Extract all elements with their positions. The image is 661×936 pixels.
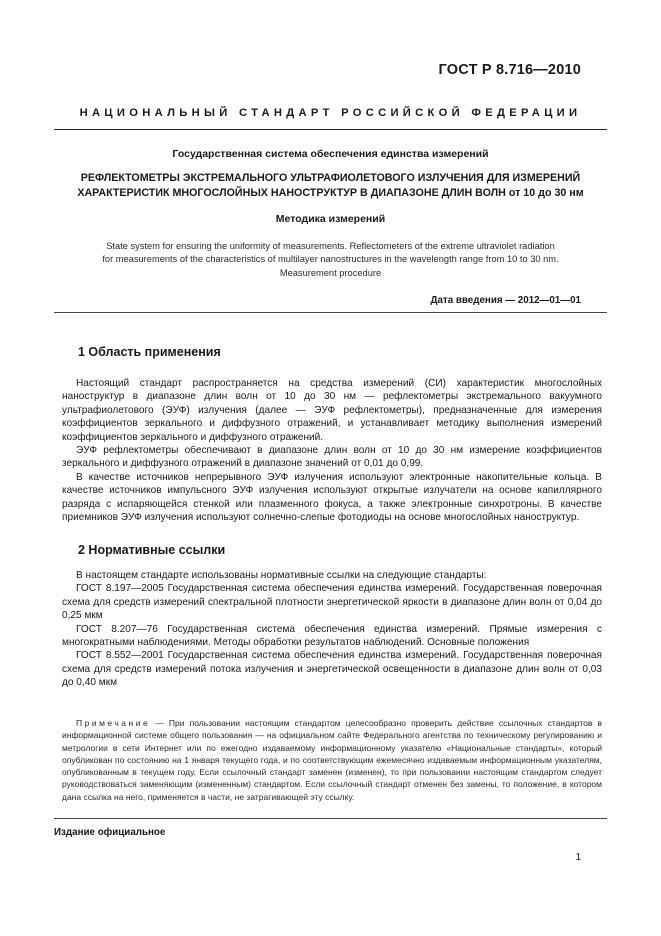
main-title-line-1: РЕФЛЕКТОМЕТРЫ ЭКСТРЕМАЛЬНОГО УЛЬТРАФИОЛЕТОВОГО ИЗЛУЧЕНИЯ ДЛЯ ИЗМЕРЕНИЙ (80, 172, 581, 184)
middle-divider (54, 312, 607, 313)
section-2-heading: 2 Нормативные ссылки (78, 543, 226, 557)
official-edition-label: Издание официальное (54, 827, 166, 838)
section-2-body (62, 569, 602, 690)
english-title-line-2: for measurements of the characteristics of multilayer nanostructures in the wavelength range from 10 to 30 nm. (102, 254, 559, 265)
section-1-body (62, 377, 602, 524)
note-text: — При пользовании настоящим стандартом целесообразно проверить действие ссылочных стандартов в информационной системе общего пользования — на официальном сайте Федерального агентства по техническому регулированию и метрологии в сети Интернет или по ежегодно издаваемому информационному указателю «Национальные стандарты», который опубликован по состоянию на 1 января текущего года, и по соответствующим ежемесячно издаваемым информационным указателям, опубликованным в текущем году. Если ссылочный стандарт заменен (изменен), то при пользовании настоящим стандартом следует руководствоваться заменяющим (измененным) стандартом. Если ссылочный стандарт отменен без замены, то положение, в котором дана ссылка на него, применяется в части, не затрагивающей эту ссылку. (62, 718, 602, 802)
main-title-line-2: ХАРАКТЕРИСТИК МНОГОСЛОЙНЫХ НАНОСТРУКТУР В ДИАПАЗОНЕ ДЛИН ВОЛН от 10 до 30 нм (77, 187, 584, 199)
reference-item: ГОСТ 8.207—76 Государственная система обеспечения единства измерений. Прямые измерения с многократными наблюдениями. Методы обработки результатов наблюдений. Основные положения (62, 623, 602, 649)
method-title: Методика измерений (275, 213, 386, 225)
paragraph: В настоящем стандарте использованы нормативные ссылки на следующие стандарты: (76, 570, 487, 581)
paragraph: В качестве источников непрерывного ЭУФ излучения используют электронные накопительные кольца. В качестве источников импульсного ЭУФ излучения используют открытые излучатели на основе капиллярного разряда с испаряющейся стенкой или плазменного фокуса, а также электронные синхротроны. В качестве приемников ЭУФ излучения используют солнечно-слепые фотодиоды на основе многослойных наноструктур. (62, 471, 602, 524)
reference-item: ГОСТ 8.197—2005 Государственная система обеспечения единства измерений. Государственная поверочная схема для средств измерений спектральной плотности энергетической яркости в диапазоне длин волн от 0,04 до 0,25 мкм (62, 583, 602, 622)
note-paragraph (62, 717, 602, 803)
document-code: ГОСТ Р 8.716—2010 (438, 62, 581, 78)
page-number: 1 (575, 852, 581, 863)
main-title (54, 171, 607, 201)
introduction-date: Дата введения — 2012—01—01 (430, 295, 581, 306)
bottom-divider (54, 818, 607, 819)
section-1-heading: 1 Область применения (78, 345, 221, 359)
national-standard-heading: НАЦИОНАЛЬНЫЙ СТАНДАРТ РОССИЙСКОЙ ФЕДЕРАЦИИ (79, 107, 582, 119)
note-label: Примечание (76, 718, 151, 728)
english-title (54, 240, 607, 280)
system-title: Государственная система обеспечения единства измерений (172, 148, 489, 160)
english-title-line-1: State system for ensuring the uniformity of measurements. Reflectometers of the extreme ultraviolet radiation (106, 241, 555, 251)
paragraph: ЭУФ рефлектометры обеспечивают в диапазоне длин волн от 10 до 30 нм измерение коэффициентов зеркального и диффузного отражений в диапазоне значений от 0,01 до 0,99. (62, 445, 602, 470)
english-title-line-3: Measurement procedure (279, 267, 382, 278)
reference-item: ГОСТ 8.552—2001 Государственная система обеспечения единства измерений. Государственная поверочная схема для средств измерений потока излучения и энергетической освещенности в диапазоне длин волн от 0,03 до 0,40 мкм (62, 650, 602, 689)
top-divider (54, 129, 607, 130)
note-block (62, 717, 602, 803)
paragraph: Настоящий стандарт распространяется на средства измерений (СИ) характеристик многослойных наноструктур в диапазоне длин волн от 10 до 30 нм — рефлектометры экстремального вакуумного ультрафиолетового (ЭУФ) излучения (далее — ЭУФ рефлектометры), предназначенные для измерения коэффициентов зеркального и диффузного отражений, и устанавливает методику выполнения измерений коэффициентов зеркального и диффузного отражений. (62, 378, 602, 443)
